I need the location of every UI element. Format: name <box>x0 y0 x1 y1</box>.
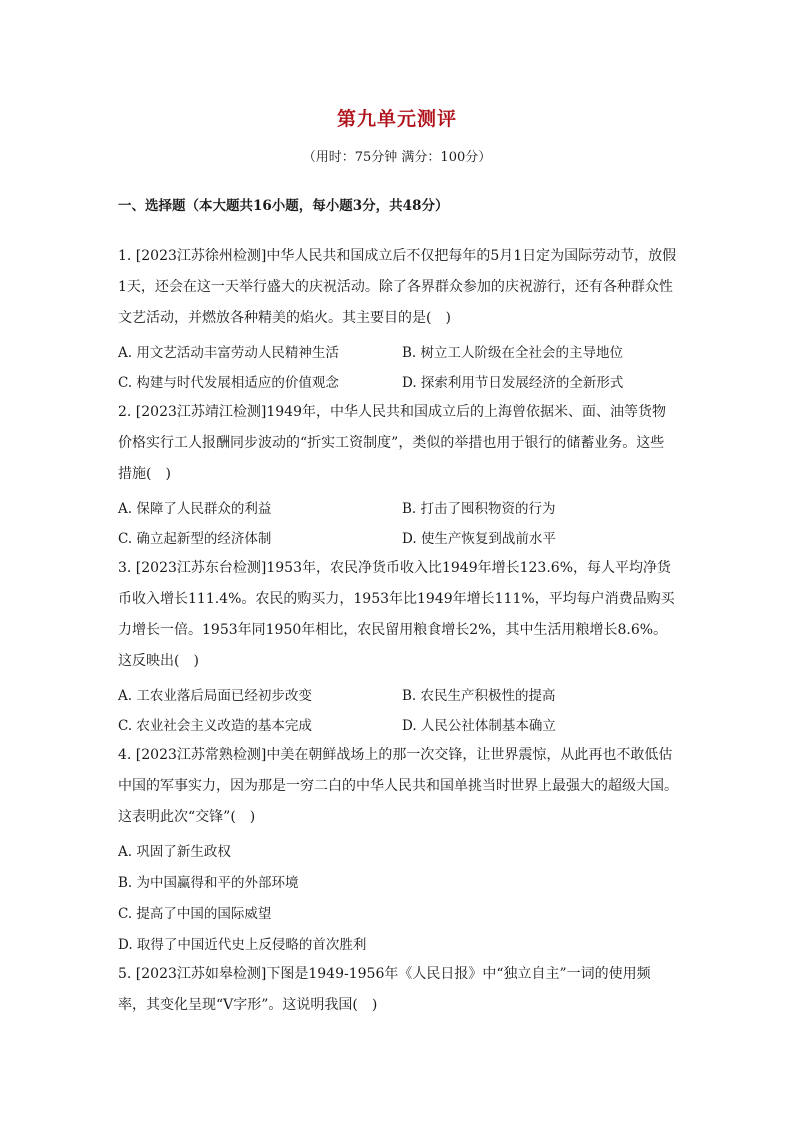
question-3-option-a: A. 工农业落后局面已经初步改变 <box>118 688 312 704</box>
question-4-option-c: C. 提高了中国的国际威望 <box>118 906 272 922</box>
question-4-option-a: A. 巩固了新生政权 <box>118 844 231 860</box>
question-2-option-c: C. 确立起新型的经济体制 <box>118 531 272 547</box>
question-2-option-a: A. 保障了人民群众的利益 <box>118 501 272 517</box>
question-1-option-b: B. 树立工人阶级在全社会的主导地位 <box>402 345 624 361</box>
page-title: 第九单元测评 <box>336 108 457 130</box>
question-3-option-d: D. 人民公社体制基本确立 <box>402 718 556 734</box>
question-4-stem: 4. [2023江苏常熟检测]中美在朝鲜战场上的那一次交锋，让世界震惊，从此再也不敢低估中国的军事实力，因为那是一穷二白的中华人民共和国单挑当时世界上最强大的超级大国。这表明此次“交锋”( ) <box>118 747 678 825</box>
section-heading: 一、选择题（本大题共16小题，每小题3分，共48分） <box>118 198 449 214</box>
exam-info: （用时：75分钟 满分：100分） <box>302 150 492 165</box>
question-1-option-d: D. 探索利用节日发展经济的全新形式 <box>402 375 624 391</box>
question-1-option-a: A. 用文艺活动丰富劳动人民精神生活 <box>118 345 339 361</box>
question-1-option-c: C. 构建与时代发展相适应的价值观念 <box>118 375 339 391</box>
question-2-option-b: B. 打击了囤积物资的行为 <box>402 501 556 517</box>
question-4-option-b: B. 为中国赢得和平的外部环境 <box>118 875 299 891</box>
question-3-stem: 3. [2023江苏东台检测]1953年，农民净货币收入比1949年增长123.6%，每人平均净货币收入增长111.4%。农民的购买力，1953年比1949年增长111%，平均每户消费品购买力增长一倍。1953年同1950年相比，农民留用粮食增长2%，其中生活用粮增长8.6%。这反映出( ) <box>118 560 675 669</box>
question-3-option-c: C. 农业社会主义改造的基本完成 <box>118 718 312 734</box>
question-2-stem: 2. [2023江苏靖江检测]1949年，中华人民共和国成立后的上海曾依据米、面、油等货物价格实行工人报酬同步波动的“折实工资制度”，类似的举措也用于银行的储蓄业务。这些措施( ) <box>118 404 666 482</box>
question-5-stem: 5. [2023江苏如皋检测]下图是1949-1956年《人民日报》中“独立自主”一词的使用频率，其变化呈现“V字形”。这说明我国( ) <box>118 966 651 1013</box>
question-3-option-b: B. 农民生产积极性的提高 <box>402 688 556 704</box>
question-2-option-d: D. 使生产恢复到战前水平 <box>402 531 556 547</box>
question-1-stem: 1. [2023江苏徐州检测]中华人民共和国成立后不仅把每年的5月1日定为国际劳动节，放假1天，还会在这一天举行盛大的庆祝活动。除了各界群众参加的庆祝游行，还有各种群众性文艺活动，并燃放各种精美的焰火。其主要目的是( ) <box>118 248 677 326</box>
question-4-option-d: D. 取得了中国近代史上反侵略的首次胜利 <box>118 937 367 953</box>
